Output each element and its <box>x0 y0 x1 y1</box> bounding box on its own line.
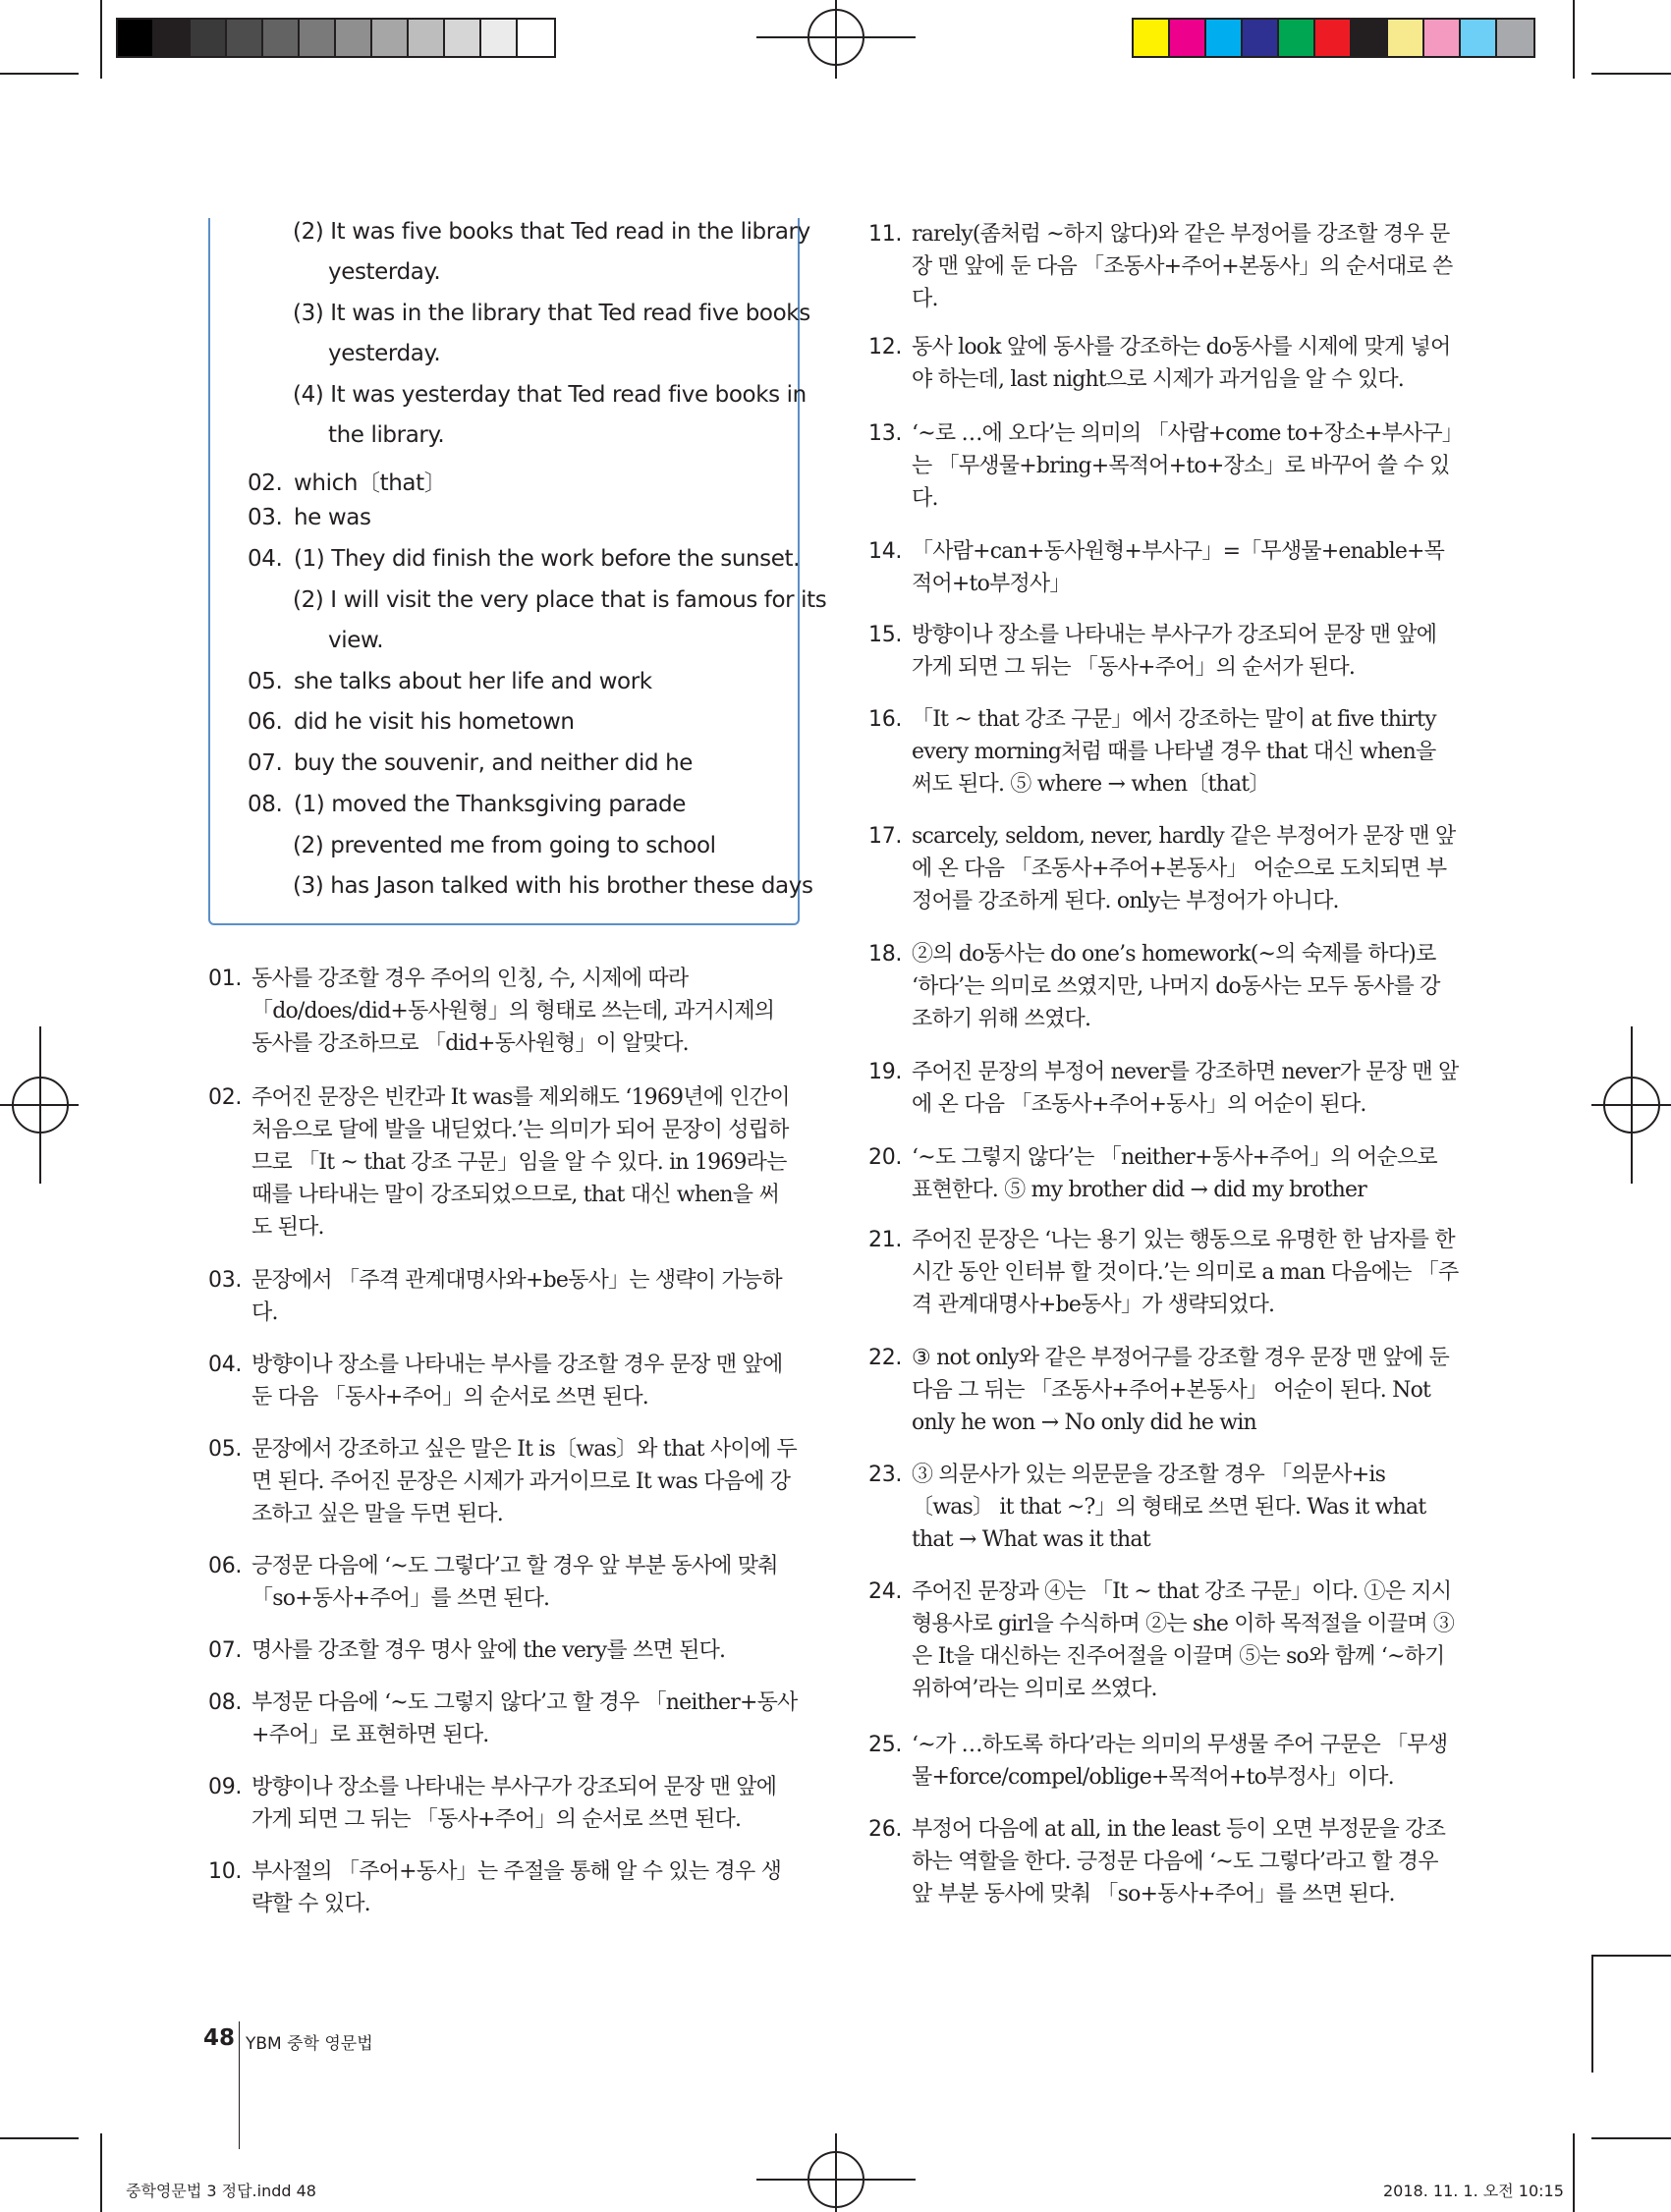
color-swatch <box>300 20 336 56</box>
explanation-number: 02. <box>208 1085 243 1110</box>
explanation-number: 09. <box>208 1775 243 1799</box>
explanation-number: 26. <box>868 1817 903 1842</box>
explanation-number: 22. <box>868 1346 903 1370</box>
explanation-item <box>868 619 1460 684</box>
answer-row <box>248 709 575 735</box>
explanation-number: 01. <box>208 967 243 991</box>
explanation-number: 15. <box>868 623 903 647</box>
explanation-item <box>868 1576 1460 1705</box>
explanation-number: 25. <box>868 1733 903 1757</box>
explanation-number: 05. <box>208 1437 243 1462</box>
color-swatch <box>1497 20 1533 56</box>
color-swatch <box>1243 20 1279 56</box>
registration-mark-line <box>1591 1104 1671 1106</box>
crop-mark <box>100 0 102 79</box>
explanation-number: 23. <box>868 1463 903 1487</box>
explanation-text: ②의 do동사는 do one’s homework(~의 숙제를 하다)로 ‘하다’는 의미로 쓰였지만, 나머지 do동사는 모두 동사를 강조하기 위해 쓰였다. <box>912 942 1440 1031</box>
color-swatch <box>1424 20 1461 56</box>
answer-number: 08. <box>248 792 283 817</box>
explanation-text: 문장에서 「주격 관계대명사와+be동사」는 생략이 가능하다. <box>251 1268 782 1325</box>
answer-row <box>293 587 826 613</box>
color-swatch <box>445 20 481 56</box>
explanation-item <box>868 1459 1460 1556</box>
color-swatch <box>481 20 518 56</box>
color-swatch <box>518 20 554 56</box>
color-swatch <box>1206 20 1243 56</box>
explanation-text: 방향이나 장소를 나타내는 부사구가 강조되어 문장 맨 앞에 가게 되면 그 뒤는 「동사+주어」의 순서로 쓰면 된다. <box>251 1775 777 1832</box>
explanation-text: 부사절의 「주어+동사」는 주절을 통해 알 수 있는 경우 생략할 수 있다. <box>251 1859 782 1916</box>
explanation-text: ‘~로 …에 오다’는 의미의 「사람+come to+장소+부사구」는 「무생물+bring+목적어+to+장소」로 바꾸어 쓸 수 있다. <box>912 421 1453 511</box>
explanation-number: 20. <box>868 1145 903 1170</box>
answer-row <box>248 546 800 572</box>
answer-line: the library. <box>328 422 445 448</box>
explanation-item <box>868 1342 1460 1439</box>
explanation-item <box>208 1634 798 1667</box>
answer-text: which〔that〕 <box>294 470 447 496</box>
explanation-text: 「사람+can+동사원형+부사구」=「무생물+enable+목적어+to부정사」 <box>912 539 1445 596</box>
explanation-text: 동사를 강조할 경우 주어의 인칭, 수, 시제에 따라 「do/does/did+동사원형」의 형태로 쓰는데, 과거시제의 동사를 강조하므로 「did+동사원형」이 알맞다. <box>251 967 775 1056</box>
explanation-text: ③ not only와 같은 부정어구를 강조할 경우 문장 맨 앞에 둔 다음 그 뒤는 「조동사+주어+본동사」 어순이 된다. Not only he won → No only did he win <box>912 1346 1449 1435</box>
crop-mark <box>1591 1955 1671 1957</box>
color-swatch <box>1170 20 1206 56</box>
color-swatch <box>154 20 191 56</box>
answer-text: buy the souvenir, and neither did he <box>294 750 694 776</box>
explanation-text: ‘~가 …하도록 하다’라는 의미의 무생물 주어 구문은 「무생물+force/compel/oblige+목적어+to부정사」이다. <box>912 1733 1448 1790</box>
answer-text: (2) prevented me from going to school <box>293 833 716 858</box>
answer-text: she talks about her life and work <box>294 669 652 694</box>
explanation-item <box>868 1729 1460 1794</box>
explanation-item <box>208 1081 798 1244</box>
explanation-item <box>208 963 798 1060</box>
process-color-bar <box>1132 18 1535 58</box>
crop-mark <box>1573 0 1575 79</box>
answer-text: (1) moved the Thanksgiving parade <box>294 792 686 817</box>
explanation-text: ‘~도 그렇지 않다’는 「neither+동사+주어」의 어순으로 표현한다. ⑤ my brother did → did my brother <box>912 1145 1437 1202</box>
explanation-number: 13. <box>868 421 903 446</box>
explanation-item <box>868 1141 1460 1206</box>
color-swatch <box>118 20 154 56</box>
explanation-text: 긍정문 다음에 ‘~도 그렇다’고 할 경우 앞 부분 동사에 맞춰 「so+동사+주어」를 쓰면 된다. <box>251 1554 778 1611</box>
color-swatch <box>336 20 372 56</box>
answer-number: 04. <box>248 546 283 572</box>
footer-divider <box>239 2021 240 2149</box>
explanation-number: 17. <box>868 824 903 849</box>
answer-text: he was <box>294 505 371 530</box>
explanation-text: 주어진 문장은 빈칸과 It was를 제외해도 ‘1969년에 인간이 처음으로 달에 발을 내딛었다.’는 의미가 되어 문장이 성립하므로 「It ~ that 강조 구문」임을 알 수 있다. in 1969라는 때를 나타내는 말이 강조되었으므로, that 대신 when을 써도 된다. <box>251 1085 790 1240</box>
answer-text: (3) has Jason talked with his brother these days <box>293 873 813 899</box>
explanation-number: 04. <box>208 1353 243 1377</box>
explanation-number: 21. <box>868 1228 903 1252</box>
explanation-item <box>868 331 1460 396</box>
answer-number: 07. <box>248 750 283 776</box>
explanation-number: 19. <box>868 1060 903 1084</box>
explanation-item <box>208 1264 798 1329</box>
answer-number: 05. <box>248 669 283 694</box>
answer-number: 06. <box>248 709 283 735</box>
page-number: 48 <box>203 2025 236 2051</box>
registration-mark-line <box>0 1104 79 1106</box>
color-swatch <box>372 20 409 56</box>
color-swatch <box>1388 20 1424 56</box>
crop-mark <box>1573 2133 1575 2212</box>
registration-mark-line <box>835 2133 837 2212</box>
explanation-text: 주어진 문장은 ‘나는 용기 있는 행동으로 유명한 한 남자를 한 시간 동안 인터뷰 할 것이다.’는 의미로 a man 다음에는 「주격 관계대명사+be동사」가 생략되었다. <box>912 1228 1459 1317</box>
answer-line: (3) It was in the library that Ted read five books <box>293 301 810 326</box>
answer-line: yesterday. <box>328 341 441 366</box>
explanation-item <box>208 1433 798 1530</box>
file-slug: 중학영문법 3 정답.indd 48 <box>126 2182 316 2200</box>
answer-line: (2) It was five books that Ted read in the library <box>293 219 810 245</box>
explanation-text: 부정어 다음에 at all, in the least 등이 오면 부정문을 강조하는 역할을 한다. 긍정문 다음에 ‘~도 그렇다’라고 할 경우 앞 부분 동사에 맞춰 「so+동사+주어」를 쓰면 된다. <box>912 1817 1446 1907</box>
explanation-item <box>868 938 1460 1035</box>
running-footer-title: YBM 중학 영문법 <box>246 2034 373 2054</box>
color-swatch <box>191 20 227 56</box>
explanation-number: 11. <box>868 222 903 247</box>
explanation-item <box>208 1771 798 1836</box>
explanation-text: 방향이나 장소를 나타내는 부사를 강조할 경우 문장 맨 앞에 둔 다음 「동사+주어」의 순서로 쓰면 된다. <box>251 1353 783 1410</box>
answer-line: (4) It was yesterday that Ted read five books in <box>293 382 807 408</box>
print-timestamp: 2018. 11. 1. 오전 10:15 <box>1383 2182 1564 2200</box>
explanation-text: 부정문 다음에 ‘~도 그렇지 않다’고 할 경우 「neither+동사+주어」로 표현하면 된다. <box>251 1690 798 1747</box>
explanation-number: 06. <box>208 1554 243 1578</box>
answer-text: (2) I will visit the very place that is famous for its <box>293 587 827 613</box>
explanation-text: 문장에서 강조하고 싶은 말은 It is〔was〕와 that 사이에 두면 된다. 주어진 문장은 시제가 과거이므로 It was 다음에 강조하고 싶은 말을 두면 된다. <box>251 1437 797 1526</box>
grayscale-color-bar <box>116 18 556 58</box>
explanation-item <box>208 1550 798 1615</box>
explanation-text: 동사 look 앞에 동사를 강조하는 do동사를 시제에 맞게 넣어야 하는데, last night으로 시제가 과거임을 알 수 있다. <box>912 335 1451 392</box>
answer-text: (1) They did finish the work before the sunset. <box>294 546 801 572</box>
explanation-text: 주어진 문장과 ④는 「It ~ that 강조 구문」이다. ①은 지시형용사로 girl을 수식하며 ②는 she 이하 목적절을 이끌며 ③은 It을 대신하는 진주어절을 이끌며 ⑤는 so와 함께 ‘~하기 위하여’라는 의미로 쓰였다. <box>912 1579 1455 1701</box>
answer-row <box>248 750 693 776</box>
color-swatch <box>1279 20 1315 56</box>
answer-row <box>248 465 446 497</box>
answer-row <box>293 873 813 899</box>
crop-mark <box>0 73 79 75</box>
crop-mark <box>1591 73 1671 75</box>
explanation-item <box>868 218 1460 315</box>
explanation-number: 10. <box>208 1859 243 1884</box>
explanation-number: 18. <box>868 942 903 967</box>
explanation-item <box>208 1687 798 1751</box>
explanation-text: 방향이나 장소를 나타내는 부사구가 강조되어 문장 맨 앞에 가게 되면 그 뒤는 「동사+주어」의 순서가 된다. <box>912 623 1437 680</box>
color-swatch <box>1315 20 1352 56</box>
explanation-number: 24. <box>868 1579 903 1604</box>
explanation-text: 「It ~ that 강조 구문」에서 강조하는 말이 at five thirty every morning처럼 때를 나타낼 경우 that 대신 when을 써도 된다. ⑤ where → when〔that〕 <box>912 707 1436 797</box>
explanation-item <box>868 703 1460 801</box>
explanation-number: 08. <box>208 1690 243 1715</box>
explanation-number: 03. <box>208 1268 243 1293</box>
answer-row <box>248 505 371 530</box>
answer-row <box>248 669 652 694</box>
crop-mark <box>1591 1955 1593 2073</box>
registration-mark-line <box>835 0 837 79</box>
answer-row <box>248 792 686 817</box>
explanation-text: ③ 의문사가 있는 의문문을 강조할 경우 「의문사+is〔was〕 it that ~?」의 형태로 쓰면 된다. Was it what that → What was it that <box>912 1463 1426 1552</box>
explanation-number: 07. <box>208 1638 243 1663</box>
explanation-item <box>868 820 1460 917</box>
registration-mark-line <box>756 36 916 38</box>
crop-mark <box>100 2133 102 2212</box>
answer-line: yesterday. <box>328 259 441 285</box>
answer-row <box>328 628 383 653</box>
color-swatch <box>1461 20 1497 56</box>
answer-text: did he visit his hometown <box>294 709 575 735</box>
explanation-text: 명사를 강조할 경우 명사 앞에 the very를 쓰면 된다. <box>251 1638 726 1663</box>
explanation-item <box>868 1224 1460 1321</box>
answer-number: 02. <box>248 470 283 496</box>
explanation-item <box>868 1813 1460 1910</box>
color-swatch <box>1352 20 1388 56</box>
color-swatch <box>227 20 263 56</box>
explanation-text: scarcely, seldom, never, hardly 같은 부정어가 문장 맨 앞에 온 다음 「조동사+주어+본동사」 어순으로 도치되면 부정어를 강조하게 된다. only는 부정어가 아니다. <box>912 824 1456 913</box>
answer-row <box>293 833 716 858</box>
answer-number: 03. <box>248 505 283 530</box>
explanation-text: rarely(좀처럼 ~하지 않다)와 같은 부정어를 강조할 경우 문장 맨 앞에 둔 다음 「조동사+주어+본동사」의 순서대로 쓴다. <box>912 222 1453 311</box>
color-swatch <box>409 20 445 56</box>
explanation-number: 12. <box>868 335 903 359</box>
crop-mark <box>1591 2137 1671 2139</box>
answer-text: view. <box>328 628 384 653</box>
explanation-item <box>868 535 1460 600</box>
color-swatch <box>1134 20 1170 56</box>
color-swatch <box>263 20 300 56</box>
explanation-text: 주어진 문장의 부정어 never를 강조하면 never가 문장 맨 앞에 온 다음 「조동사+주어+동사」의 어순이 된다. <box>912 1060 1459 1117</box>
explanation-number: 16. <box>868 707 903 732</box>
explanation-item <box>208 1855 798 1920</box>
explanation-item <box>868 417 1460 515</box>
explanation-number: 14. <box>868 539 903 564</box>
registration-mark-line <box>756 2179 916 2181</box>
explanation-item <box>868 1056 1460 1121</box>
crop-mark <box>0 2137 79 2139</box>
explanation-item <box>208 1349 798 1413</box>
